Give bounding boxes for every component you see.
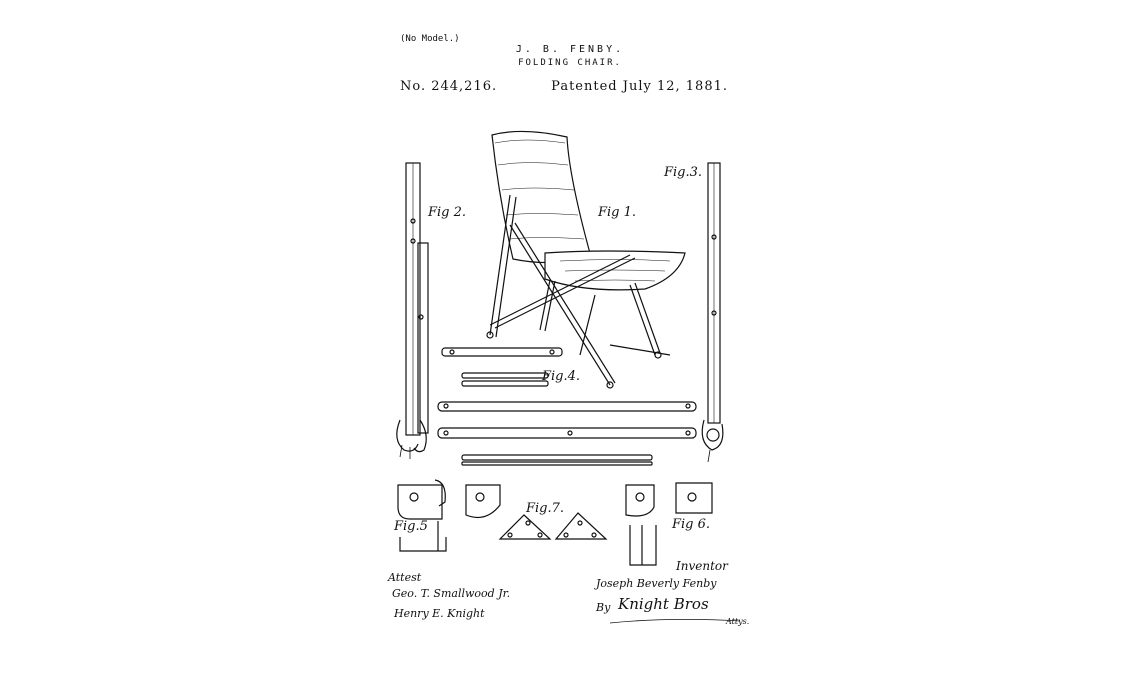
attest-label: Attest [388,571,422,584]
by-label: By [596,601,611,614]
inventor-name: J. B. FENBY. [515,44,625,55]
patent-title: FOLDING CHAIR. [518,58,622,68]
patent-number: No. 244,216. [400,79,498,94]
no-model-note: (No Model.) [400,34,460,44]
fig7-plates-drawing [500,513,606,539]
fig1-label: Fig 1. [598,205,637,220]
inventor-signature: Joseph Beverly Fenby [596,577,717,590]
fig2-label: Fig 2. [428,205,467,220]
fig6-label: Fig 6. [672,517,711,532]
attorneys-signature: Knight Bros [618,595,709,613]
fig5-brackets-drawing [398,480,500,551]
fig3-leg-drawing [702,163,723,462]
fig5-label: Fig.5 [394,519,428,534]
fig7-label: Fig.7. [526,501,565,516]
patent-date: Patented July 12, 1881. [551,79,728,94]
patent-drawing-sheet [380,25,760,665]
witness-1-signature: Geo. T. Smallwood Jr. [392,587,511,600]
fig3-label: Fig.3. [664,165,703,180]
attys-label: Attys. [726,617,750,626]
fig4-label: Fig.4. [542,369,581,384]
witness-2-signature: Henry E. Knight [394,607,485,620]
inventor-label: Inventor [676,559,728,573]
fig4-rails-drawing [438,348,696,465]
fig1-chair-drawing [487,131,685,388]
fig2-leg-drawing [397,163,428,459]
